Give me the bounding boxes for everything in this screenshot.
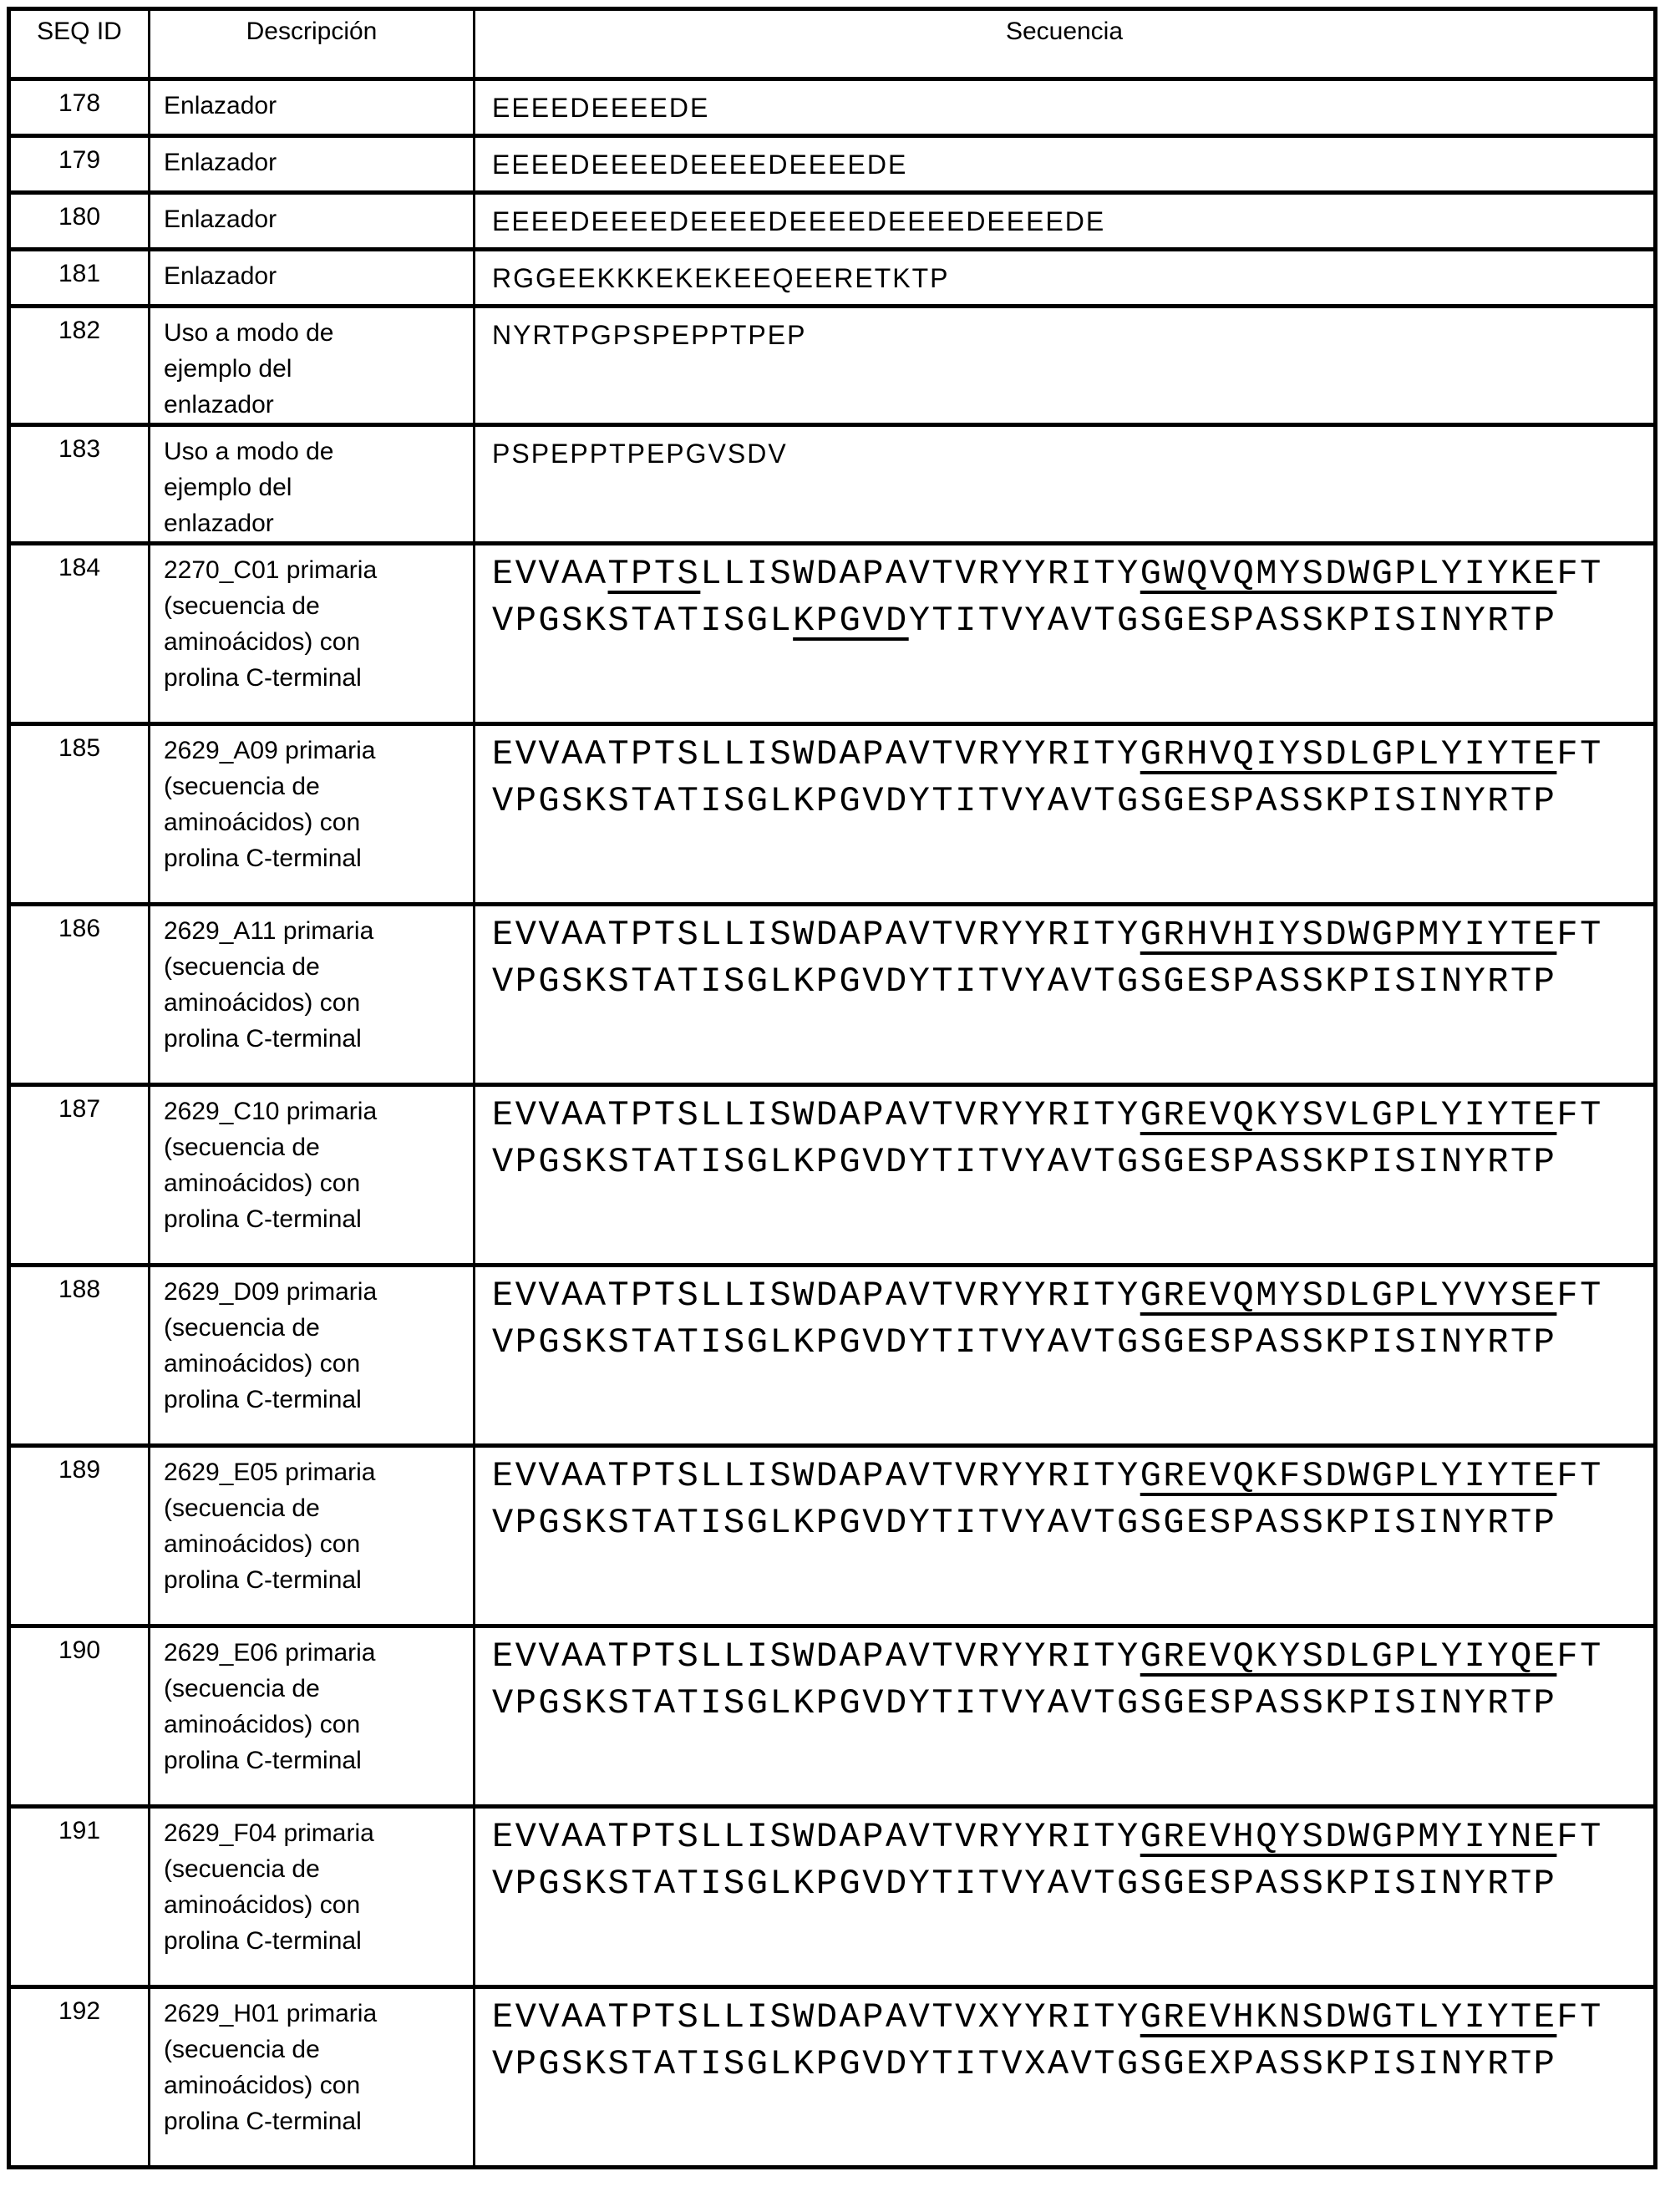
description-cell: 2629_E06 primaria (secuencia de aminoácidos) con prolina C-terminal [150, 1626, 475, 1807]
sequence-line [492, 1139, 1650, 1185]
sequence-line [492, 1633, 1650, 1680]
sequence-segment: FT [1556, 1276, 1603, 1316]
sequence-cell [475, 544, 1656, 724]
seq-id-cell: 187 [9, 1085, 150, 1266]
seq-id-cell: 181 [9, 250, 150, 307]
seq-id-cell: 189 [9, 1446, 150, 1626]
description-cell: Enlazador [150, 79, 475, 136]
table-row [9, 136, 1656, 193]
sequence-segment: EEEEDEEEEDEEEEDEEEEDEEEEDEEEEDE [492, 206, 1106, 236]
underlined-segment: GREVQKYSVLGPLYIYTE [1140, 1095, 1557, 1135]
description-cell: 2629_E05 primaria (secuencia de aminoácidos) con prolina C-terminal [150, 1446, 475, 1626]
description-cell: Uso a modo de ejemplo del enlazador [150, 307, 475, 425]
sequence-segment: FT [1556, 1456, 1603, 1496]
table-row [9, 193, 1656, 250]
underlined-segment: GREVQMYSDLGPLYVYSE [1140, 1276, 1557, 1316]
sequence-segment: VPGSKSTATISGLKPGVDYTITVYAVTGSGESPASSKPISINYRTP [492, 1322, 1557, 1362]
seq-id-cell: 190 [9, 1626, 150, 1807]
underlined-segment: GREVHQYSDWGPMYIYNE [1140, 1817, 1557, 1857]
sequence-table-body [9, 79, 1656, 2168]
sequence-cell [475, 1807, 1656, 1987]
sequence-segment: VPGSKSTATISGLKPGVDYTITVYAVTGSGESPASSKPISINYRTP [492, 1142, 1557, 1182]
seq-id-cell: 185 [9, 724, 150, 905]
sequence-line [492, 1814, 1650, 1860]
sequence-line [492, 731, 1650, 778]
sequence-line [492, 597, 1650, 644]
header-descripcion: Descripción [150, 9, 475, 79]
sequence-segment: RGGEEKKKEKEKEEQEERETKTP [492, 263, 950, 293]
seq-id-cell: 180 [9, 193, 150, 250]
underlined-segment: GWQVQMYSDWGPLYIYKE [1140, 554, 1557, 594]
seq-id-cell: 188 [9, 1266, 150, 1446]
description-cell: 2629_A11 primaria (secuencia de aminoácidos) con prolina C-terminal [150, 905, 475, 1085]
sequence-segment: EVVAATPTSLLISWDAPAVTVRYYRITY [492, 1817, 1140, 1857]
sequence-line [492, 439, 1650, 469]
sequence-segment: FT [1556, 915, 1603, 955]
sequence-line [492, 958, 1650, 1005]
sequence-line [492, 1092, 1650, 1139]
seq-id-cell: 182 [9, 307, 150, 425]
sequence-cell [475, 1446, 1656, 1626]
sequence-line [492, 550, 1650, 597]
sequence-segment: VPGSKSTATISGLKPGVDYTITVYAVTGSGESPASSKPISINYRTP [492, 1864, 1557, 1904]
sequence-cell [475, 1626, 1656, 1807]
sequence-cell [475, 193, 1656, 250]
sequence-segment: FT [1556, 1095, 1603, 1135]
header-secuencia: Secuencia [475, 9, 1656, 79]
sequence-segment: FT [1556, 734, 1603, 774]
sequence-segment: EVVAATPTSLLISWDAPAVTVXYYRITY [492, 1997, 1140, 2037]
table-row [9, 1085, 1656, 1266]
sequence-segment: EVVAATPTSLLISWDAPAVTVRYYRITY [492, 1636, 1140, 1677]
description-cell: Enlazador [150, 193, 475, 250]
header-row [9, 9, 1656, 79]
seq-id-cell: 186 [9, 905, 150, 1085]
table-row [9, 905, 1656, 1085]
sequence-line [492, 1319, 1650, 1366]
sequence-segment: VPGSKSTATISGLKPGVDYTITVYAVTGSGESPASSKPISINYRTP [492, 781, 1557, 821]
sequence-line [492, 206, 1650, 237]
sequence-segment: VPGSKSTATISGLKPGVDYTITVYAVTGSGESPASSKPISINYRTP [492, 1503, 1557, 1543]
sequence-segment: YTITVYAVTGSGESPASSKPISINYRTP [908, 601, 1557, 641]
sequence-cell [475, 1085, 1656, 1266]
description-cell: Enlazador [150, 250, 475, 307]
sequence-line [492, 1860, 1650, 1907]
description-cell: Uso a modo de ejemplo del enlazador [150, 425, 475, 544]
sequence-line [492, 1680, 1650, 1727]
description-cell: 2629_F04 primaria (secuencia de aminoácidos) con prolina C-terminal [150, 1807, 475, 1987]
table-row [9, 79, 1656, 136]
description-cell: 2629_A09 primaria (secuencia de aminoácidos) con prolina C-terminal [150, 724, 475, 905]
sequence-segment: EVVAA [492, 554, 608, 594]
sequence-segment: EEEEDEEEEDE [492, 93, 710, 123]
sequence-segment: EVVAATPTSLLISWDAPAVTVRYYRITY [492, 1276, 1140, 1316]
underlined-segment: GREVQKYSDLGPLYIYQE [1140, 1636, 1557, 1677]
table-row [9, 1626, 1656, 1807]
sequence-segment: EVVAATPTSLLISWDAPAVTVRYYRITY [492, 1095, 1140, 1135]
sequence-segment: EVVAATPTSLLISWDAPAVTVRYYRITY [492, 734, 1140, 774]
table-row [9, 250, 1656, 307]
sequence-cell [475, 905, 1656, 1085]
sequence-line [492, 1499, 1650, 1546]
sequence-cell [475, 724, 1656, 905]
sequence-cell [475, 1987, 1656, 2168]
sequence-segment: PSPEPPTPEPGVSDV [492, 439, 788, 469]
sequence-line [492, 93, 1650, 124]
table-row [9, 1987, 1656, 2168]
seq-id-cell: 192 [9, 1987, 150, 2168]
sequence-line [492, 911, 1650, 958]
sequence-segment: EVVAATPTSLLISWDAPAVTVRYYRITY [492, 915, 1140, 955]
seq-id-cell: 183 [9, 425, 150, 544]
underlined-segment: GRHVHIYSDWGPMYIYTE [1140, 915, 1557, 955]
sequence-line [492, 1272, 1650, 1319]
sequence-segment: LLISWDAPAVTVRYYRITY [700, 554, 1140, 594]
sequence-segment: EVVAATPTSLLISWDAPAVTVRYYRITY [492, 1456, 1140, 1496]
sequence-segment: VPGSKSTATISGLKPGVDYTITVYAVTGSGESPASSKPISINYRTP [492, 1683, 1557, 1723]
table-row [9, 307, 1656, 425]
underlined-segment: KPGVD [793, 601, 909, 641]
sequence-segment: NYRTPGPSPEPPTPEP [492, 320, 807, 350]
sequence-segment: EEEEDEEEEDEEEEDEEEEDE [492, 150, 908, 180]
description-cell: 2629_C10 primaria (secuencia de aminoácidos) con prolina C-terminal [150, 1085, 475, 1266]
underlined-segment: TPTS [607, 554, 701, 594]
underlined-segment: GREVHKNSDWGTLYIYTE [1140, 1997, 1557, 2037]
seq-id-cell: 184 [9, 544, 150, 724]
description-cell: 2629_D09 primaria (secuencia de aminoácidos) con prolina C-terminal [150, 1266, 475, 1446]
sequence-line [492, 778, 1650, 824]
description-cell: 2270_C01 primaria (secuencia de aminoácidos) con prolina C-terminal [150, 544, 475, 724]
sequence-cell [475, 250, 1656, 307]
sequence-segment: VPGSKSTATISGLKPGVDYTITVYAVTGSGESPASSKPISINYRTP [492, 961, 1557, 1002]
sequence-line [492, 1453, 1650, 1499]
table-row [9, 425, 1656, 544]
table-row [9, 544, 1656, 724]
sequence-line [492, 1994, 1650, 2041]
sequence-segment: FT [1556, 1997, 1603, 2037]
header-seq-id: SEQ ID [9, 9, 150, 79]
table-row [9, 1266, 1656, 1446]
sequence-cell [475, 1266, 1656, 1446]
sequence-line [492, 2041, 1650, 2088]
seq-id-cell: 179 [9, 136, 150, 193]
underlined-segment: GREVQKFSDWGPLYIYTE [1140, 1456, 1557, 1496]
sequence-listing-table [7, 7, 1657, 2169]
sequence-cell [475, 136, 1656, 193]
description-cell: 2629_H01 primaria (secuencia de aminoácidos) con prolina C-terminal [150, 1987, 475, 2168]
sequence-segment: FT [1556, 554, 1603, 594]
sequence-segment: VPGSKSTATISGLKPGVDYTITVXAVTGSGEXPASSKPISINYRTP [492, 2044, 1557, 2084]
seq-id-cell: 178 [9, 79, 150, 136]
sequence-cell [475, 79, 1656, 136]
sequence-segment: FT [1556, 1817, 1603, 1857]
underlined-segment: GRHVQIYSDLGPLYIYTE [1140, 734, 1557, 774]
sequence-line [492, 150, 1650, 180]
sequence-cell [475, 425, 1656, 544]
sequence-segment: VPGSKSTATISGL [492, 601, 794, 641]
sequence-line [492, 320, 1650, 351]
seq-id-cell: 191 [9, 1807, 150, 1987]
table-row [9, 1446, 1656, 1626]
table-row [9, 1807, 1656, 1987]
description-cell: Enlazador [150, 136, 475, 193]
table-row [9, 724, 1656, 905]
sequence-line [492, 263, 1650, 294]
sequence-segment: FT [1556, 1636, 1603, 1677]
sequence-cell [475, 307, 1656, 425]
